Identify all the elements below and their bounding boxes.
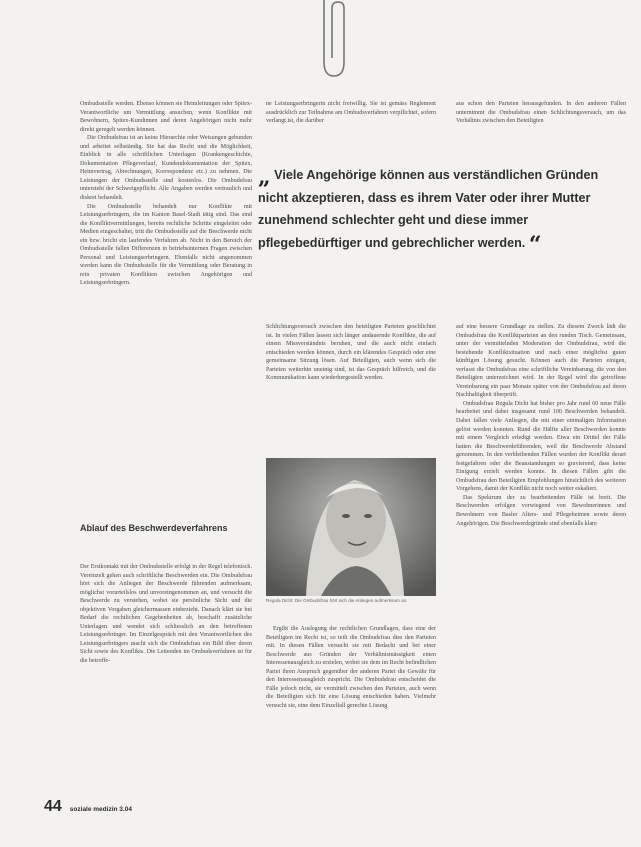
- paragraph: Das Spektrum der zu bearbeitenden Fälle ist breit. Die Beschwerden erfolgen vorwiegend von Bewohnerinnen und Bewohnern von Basler Alters- und Pflegeheimen sowie deren Angehörigen. Die Beschwerdegründe sind ebenfalls klare: [456, 494, 626, 527]
- column-3-middle-text: [456, 323, 626, 528]
- paragraph: Schlichtungsversuch zwischen den beteiligten Parteien geschlichtet ist. In vielen Fällen lassen sich länger andauernde Konflikte, die auf einem Missverständnis beruhen, und die auch nicht einfach entschieden werden können, durch ein klärendes Gespräch oder eine gemeinsame Sitzung lösen. Auf Beteiligten, auch wenn sich die Parteien weiterhin uneinig sind, ist das Gespräch hilfreich, und die Kommunikation kann wiederhergestellt werden.: [266, 324, 436, 382]
- paragraph: Ergibt die Auslegung der rechtlichen Grundlagen, dass eine der Beteiligten im Recht ist, so teilt die Ombudsfrau dies den Parteien mit. In diesen Fällen versucht sie mit Bedacht und bei einer Beschwerde aus Gründen der Verhältnismässigkeit einen Interessenausgleich zu erzielen, wobei sie dem im Recht befindlichen Partei ihren Anspruch gegenüber der anderen Partei die Gewähr für den Interessenausgleich zuspricht. Die Ombudsfrau entscheidet die Fälle jedoch nicht, sie vermittelt zwischen den Parteien, auch wenn die Beteiligten sich für eine Lösung entschieden haben. Vielmehr versucht sie, eine dem Einzelfall gerechte Lösung: [266, 626, 436, 709]
- photo-caption: Regula Dicht: Die Ombudsfrau hört sich die Anliegen aufmerksam an.: [266, 598, 408, 603]
- paragraph: Die Ombudsfrau ist an keine Hierarchie oder Weisungen gebunden und arbeitet selbständig. Sie hat das Recht und die Möglichkeit, Einblick in alle schriftlichen Unterlagen (Krankengeschichte, Dokumentation Pflegeverlauf, Kundendokumentation der Spitex, Heimvertrag, Abrechnungen, Korrespondenz etc.) zu nehmen. Die Leistungen der Ombudsstelle sind kostenlos. Die Ombudsfrau untersteht der Schweigepflicht. Alle Angaben werden vertraulich und diskret behandelt.: [80, 135, 252, 202]
- page-footer: [44, 798, 132, 816]
- paragraph: Ombudsfrau Regula Dicht hat bisher pro Jahr rund 60 neue Fälle bearbeitet und dabei insgesamt rund 100 Beschwerden behandelt. Dabei fallen viele Anliegen, die mit einer einmaligen Information gelöst werden konnten. Rund die Hälfte aller Beschwerden konnte mit einem Vergleich erledigt werden. Etwa ein Drittel der Fälle hatten die Beschwerdeführenden, weil die Beschwerde Abstand genommen. In den verbleibenden Fällen wurden der Konflikt derart festgefahren oder die Beanstandungen so gravierend, dass keine Einigung erzielt werden konnte. In diesen Fällen gibt die Ombudsfrau den Beteiligten Empfehlungen hinsichtlich des weiteren Vorgehens, damit der Konflikt nicht noch weiter eskaliert.: [456, 400, 626, 493]
- paperclip-icon: [310, 0, 350, 82]
- paragraph: ne Leistungserbringerin nicht freiwillig. Sie ist gemäss Reglement ausdrücklich zur Teilnahme am Ombudsverfahren verpflichtet, sofern verlangt ist, die darüber: [266, 101, 436, 125]
- column-1-text: [80, 100, 252, 288]
- column-3-top-text: [456, 100, 626, 126]
- paragraph: auf eine bessere Grundlage zu stellen. Zu diesem Zweck lädt die Ombudsfrau die Konfliktparteien an den runden Tisch. Gemeinsam, unter der vermittelnden Moderation der Ombudsfrau, wird die bestehende Konfliktsituation und nach einer möglichst guten künftigen Lösung gesucht. Können auch die Parteien einigen, verfasst die Ombudsfrau eine schriftliche Vereinbarung, die von den Beteiligten unterzeichnet wird. In der Regel wird die getroffene Vereinbarung ein paar Monate später von der Ombudsfrau auf deren Nachhaltigkeit überprüft.: [456, 324, 626, 399]
- portrait-photo: [266, 458, 436, 596]
- paragraph: Die Ombudsstelle behandelt nur Konflikte mit Leistungserbringern, die im Kanton Basel-Stadt tätig sind. Das sind die Konfliktvermittlungen, bereits rechtliche Schritte eingeleitet oder Medien eingeschaltet, tritt die Ombudsstelle auf die Beschwerde nicht ein bzw. bricht ein laufendes Verfahren ab. Nicht in den Bereich der Ombudsstelle fallen Differenzen in betriebsinternen Fragen zwischen Personal und Leistungserbringern. Ebenfalls nicht angenommen werden kann die Ombudsstelle für die Vermittlung oder Beratung in rein privaten Konflikten zwischen Angehörigen und Leistungserbringern.: [80, 203, 252, 287]
- page-number: 44: [44, 798, 62, 815]
- magazine-name: soziale medizin 3.04: [69, 806, 132, 813]
- close-quote-icon: “: [528, 231, 542, 258]
- paragraph: aus schon den Parteien herausgefunden. In den anderen Fällen unternimmt die Ombudsfrau einen Schlichtungsversuch, um das Verhältnis zwischen den Beteiligten: [456, 101, 626, 125]
- pull-quote-text: Viele Angehörige können aus verständlichen Gründen nicht akzeptieren, dass es ihrem Vater oder ihrer Mutter zunehmend schlechter geht und diese immer pflegebedürftiger und gebrechlicher werden.: [258, 168, 599, 250]
- open-quote-icon: „: [258, 164, 271, 190]
- column-2-bottom-text: [266, 625, 436, 710]
- pull-quote: [258, 164, 618, 258]
- column-2-top-text: [266, 100, 436, 126]
- paragraph: Der Erstkontakt mit der Ombudsstelle erfolgt in der Regel telefonisch. Vereinzelt gehen auch schriftliche Beschwerden ein. Die Ombudsfrau hört sich die Anliegen der Beschwerde führenden aufmerksam, möglichst vorurteilslos und unvoreingenommen an, und versucht die Beschwerde zu verstehen, wobei sie persönliche Sicht und die objektiven Vorgaben gleichermassen einbezieht. Danach klärt sie bei Bedarf die rechtlichen Gegebenheiten ab, beschafft zusätzliche Unterlagen und wendet sich schliesslich an den betroffenen Leistungserbringer. Im Einzelgespräch mit den Verantwortlichen des Leistungserbringers macht sich die Ombudsfrau ein Bild über deren Sicht sowie des Konflikts. Die Leitenden im Ombudsverfahren ist für die betroffe-: [80, 564, 252, 665]
- column-1-bottom-text: [80, 563, 252, 666]
- column-2-middle-text: [266, 323, 436, 383]
- portrait-image: [266, 458, 436, 596]
- paragraph: Ombudsstelle werden. Ebenso können sie Heimleitungen oder Spitex-Verantwortliche um Vermittlung ansuchen, wenn Konflikte mit Bewohnern, Spitex-Kundinnen und deren Angehörigen nicht mehr direkt geregelt werden können.: [80, 101, 252, 133]
- section-heading: Ablauf des Beschwerdeverfahrens: [80, 523, 228, 533]
